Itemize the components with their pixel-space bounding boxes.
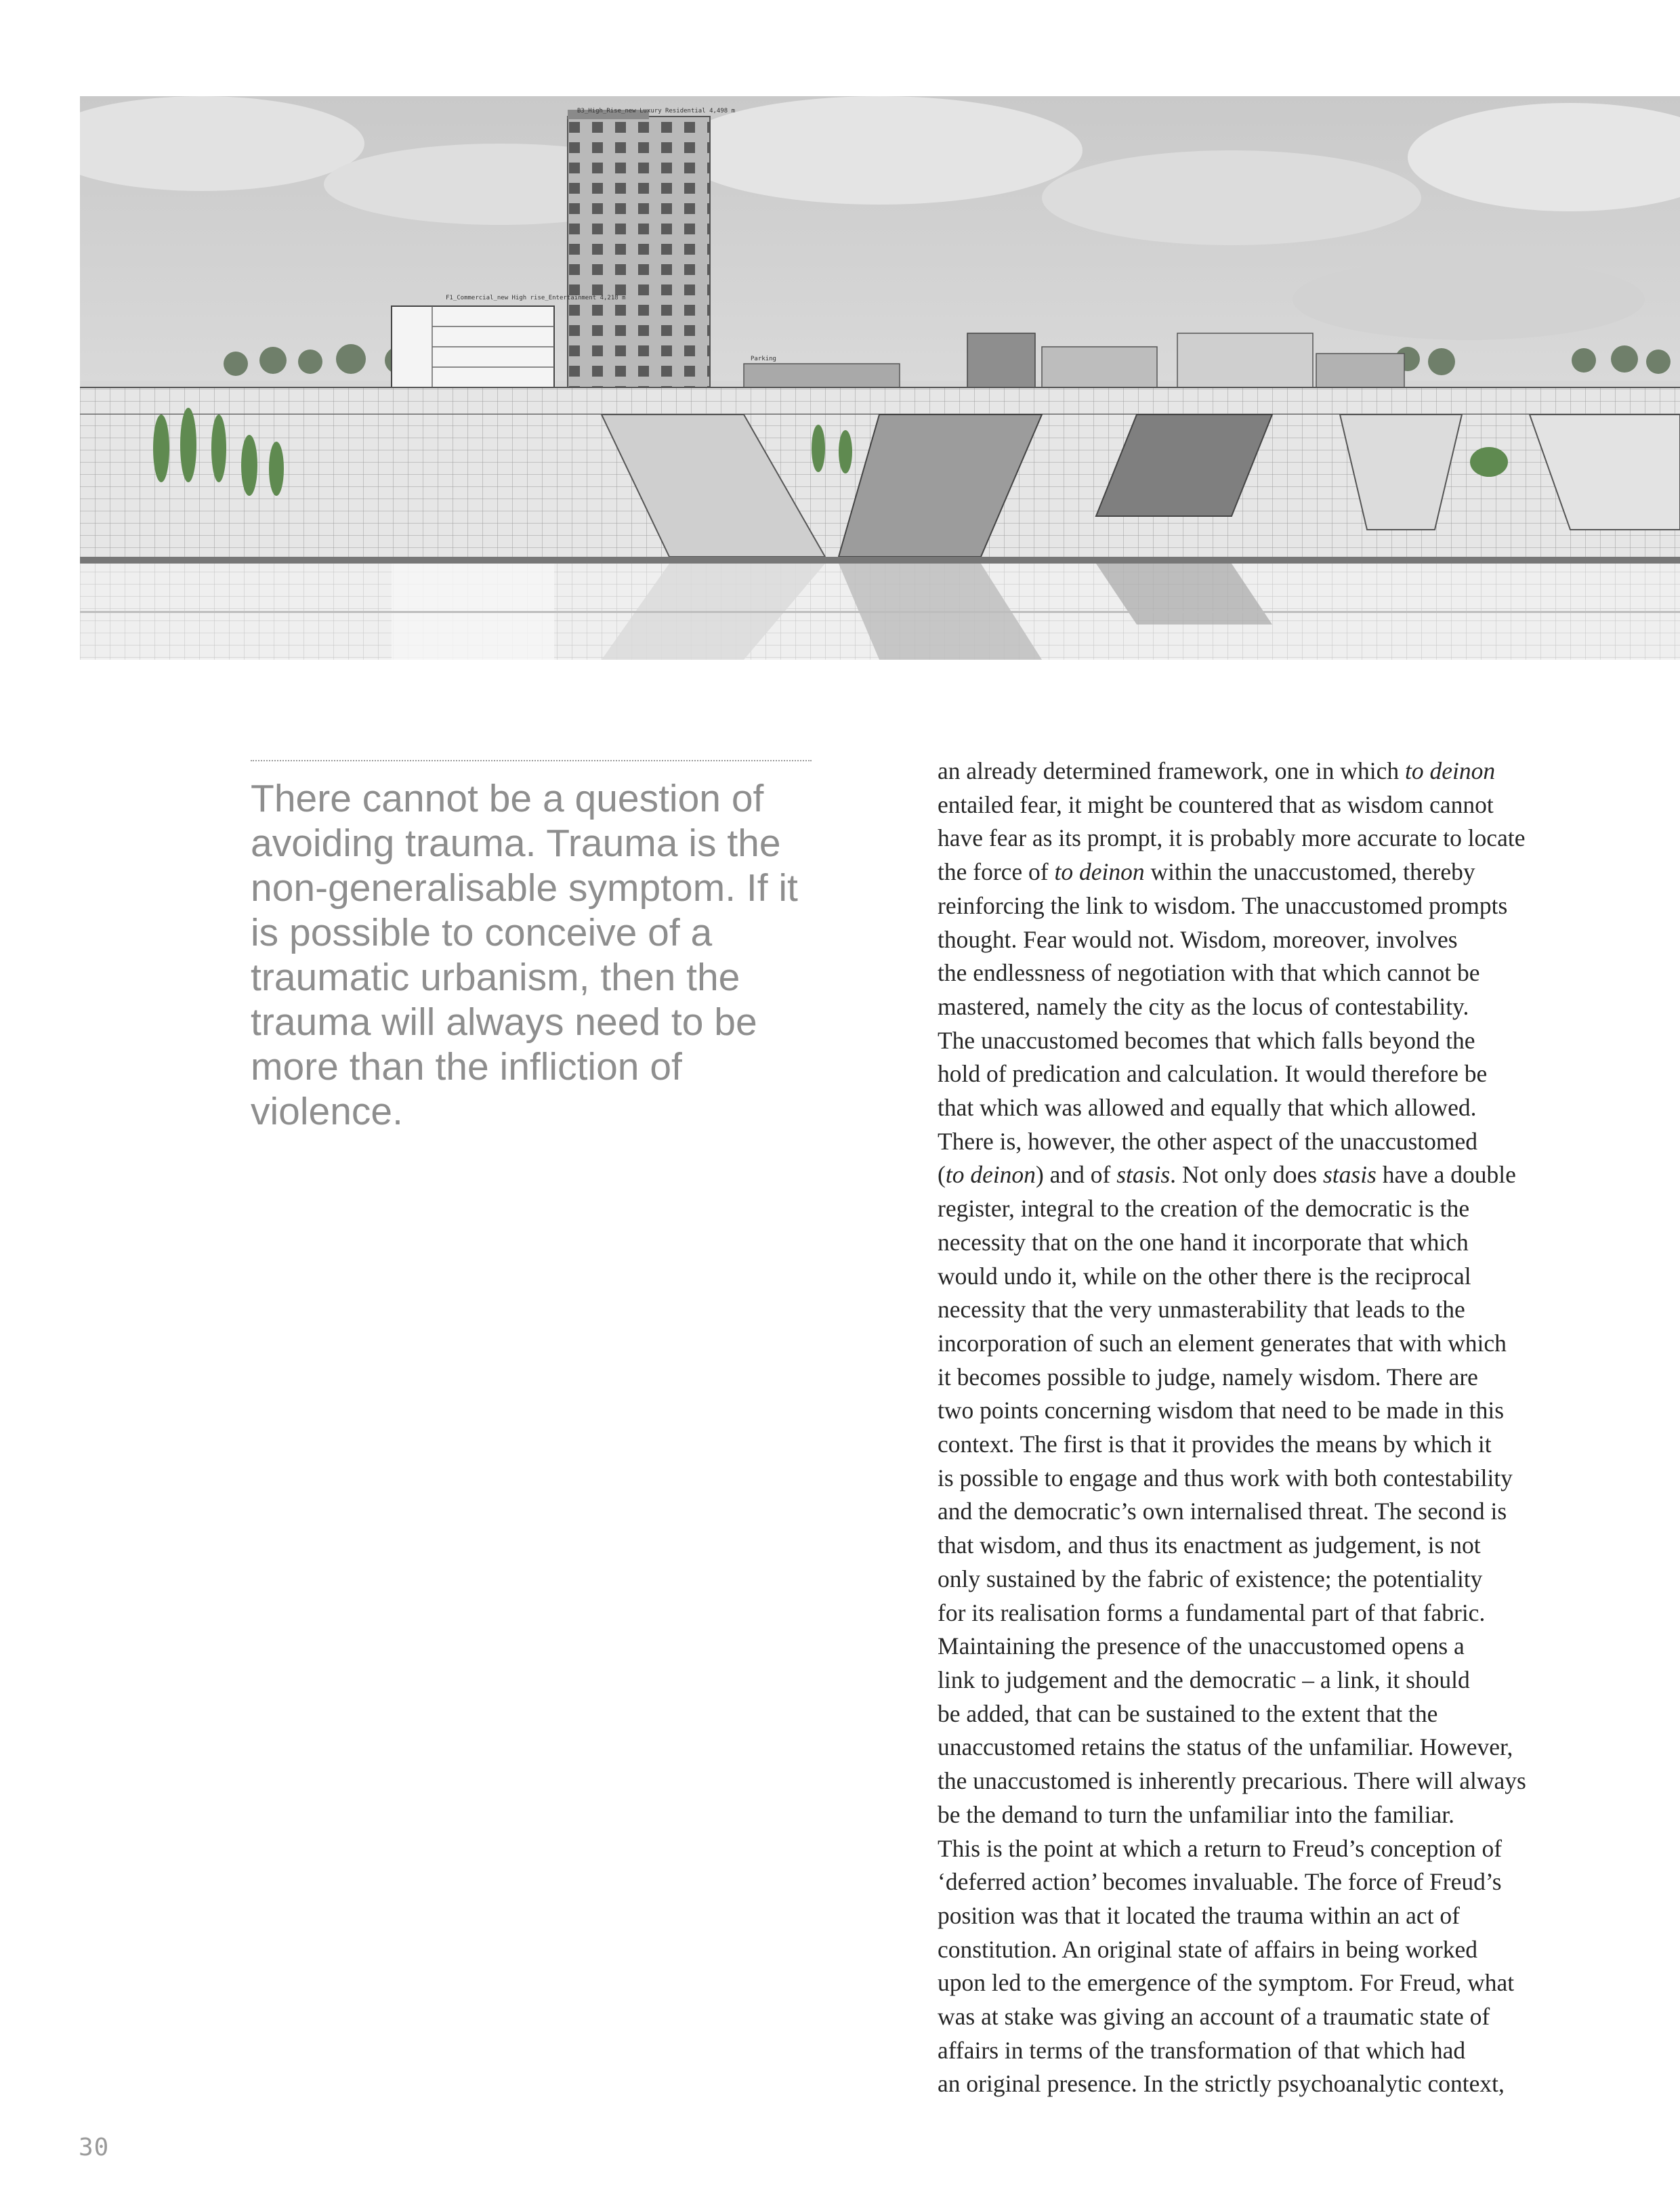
body-line — [938, 1057, 1574, 1091]
block-annotation: F1_Commercial_new High rise_Entertainment 4,218 m — [446, 295, 626, 301]
body-line — [938, 1125, 1574, 1159]
text-run: is possible to engage and thus work with both contestability — [938, 1464, 1513, 1492]
text-run: only sustained by the fabric of existence; the potentiality — [938, 1565, 1483, 1592]
text-run: mastered, namely the city as the locus of contestability. — [938, 992, 1469, 1020]
text-run: This is the point at which a return to Freud’s conception of — [938, 1834, 1503, 1862]
body-line — [938, 2034, 1574, 2068]
text-run: ‘deferred action’ becomes invaluable. The force of Freud’s — [938, 1868, 1502, 1896]
body-line — [938, 990, 1574, 1024]
body-line — [938, 2067, 1574, 2101]
text-run: an already determined framework, one in which — [938, 757, 1405, 784]
italic-term: stasis — [1322, 1161, 1377, 1189]
text-run: Maintaining the presence of the unaccustomed opens a — [938, 1632, 1465, 1660]
body-line — [938, 1966, 1574, 2000]
text-run: affairs in terms of the transformation of that which had — [938, 2036, 1466, 2064]
body-line — [938, 1091, 1574, 1125]
text-run: thought. Fear would not. Wisdom, moreover, involves — [938, 925, 1458, 953]
body-line — [938, 1697, 1574, 1731]
small-annotation: Parking — [751, 356, 776, 362]
body-line — [938, 1495, 1574, 1529]
text-run: entailed fear, it might be countered that as wisdom cannot — [938, 790, 1494, 818]
body-line — [938, 1596, 1574, 1630]
body-line — [938, 1899, 1574, 1933]
text-run: within the unaccustomed, thereby — [1144, 858, 1475, 886]
text-run: upon led to the emergence of the symptom. For Freud, what — [938, 1969, 1515, 1997]
body-line — [938, 1024, 1574, 1058]
body-line — [938, 889, 1574, 923]
text-run: the force of — [938, 858, 1055, 886]
body-line — [938, 1327, 1574, 1361]
text-run: an original presence. In the strictly psychoanalytic context, — [938, 2070, 1505, 2098]
body-line — [938, 1361, 1574, 1395]
urban-section-drawing — [80, 96, 1680, 660]
text-run: it becomes possible to judge, namely wisdom. There are — [938, 1363, 1478, 1391]
text-run: ( — [938, 1161, 946, 1189]
body-line — [938, 1664, 1574, 1697]
body-line — [938, 755, 1574, 788]
body-line — [938, 1529, 1574, 1563]
body-line — [938, 855, 1574, 889]
body-line — [938, 822, 1574, 855]
pull-quote-text: There cannot be a question of avoiding trauma. Trauma is the non-generalisable symptom. If it is possible to conceive of a traumatic urbanism, then the trauma will always need to be more than the infliction of violence. — [251, 777, 798, 1133]
text-run: hold of predication and calculation. It would therefore be — [938, 1060, 1488, 1088]
text-run: There is, however, the other aspect of the unaccustomed — [938, 1127, 1478, 1155]
body-line — [938, 1731, 1574, 1764]
body-text-column — [938, 755, 1574, 2101]
italic-term: to deinon — [1405, 757, 1496, 784]
text-run: and the democratic’s own internalised threat. The second is — [938, 1498, 1507, 1525]
body-line — [938, 1630, 1574, 1664]
text-run: that wisdom, and thus its enactment as judgement, is not — [938, 1531, 1481, 1559]
body-line — [938, 1260, 1574, 1294]
text-run: two points concerning wisdom that need to be made in this — [938, 1397, 1505, 1424]
body-line — [938, 1462, 1574, 1496]
body-line — [938, 1865, 1574, 1899]
body-line — [938, 1832, 1574, 1866]
text-run: that which was allowed and equally that which allowed. — [938, 1094, 1477, 1122]
text-run: link to judgement and the democratic – a link, it should — [938, 1666, 1470, 1693]
text-run: the endlessness of negotiation with that which cannot be — [938, 959, 1480, 987]
page-number: 30 — [79, 2134, 110, 2161]
text-run: be added, that can be sustained to the extent that the — [938, 1699, 1438, 1727]
text-run: would undo it, while on the other there is the reciprocal — [938, 1262, 1471, 1290]
italic-term: to deinon — [945, 1161, 1036, 1189]
text-run: . Not only does — [1170, 1161, 1323, 1189]
body-line — [938, 1293, 1574, 1327]
text-run: have a double — [1376, 1161, 1516, 1189]
text-run: was at stake was giving an account of a traumatic state of — [938, 2003, 1490, 2031]
body-line — [938, 1764, 1574, 1798]
text-run: reinforcing the link to wisdom. The unaccustomed prompts — [938, 891, 1508, 919]
body-line — [938, 1226, 1574, 1260]
body-line — [938, 1158, 1574, 1192]
body-line — [938, 2000, 1574, 2034]
text-run: be the demand to turn the unfamiliar into the familiar. — [938, 1800, 1455, 1828]
italic-term: stasis — [1116, 1161, 1171, 1189]
pull-quote — [251, 760, 812, 1134]
text-run: register, integral to the creation of the democratic is the — [938, 1195, 1470, 1223]
text-run: have fear as its prompt, it is probably more accurate to locate — [938, 824, 1526, 852]
text-run: context. The first is that it provides the means by which it — [938, 1431, 1492, 1458]
text-run: necessity that the very unmasterability that leads to the — [938, 1296, 1465, 1324]
text-run: The unaccustomed becomes that which falls beyond the — [938, 1026, 1475, 1054]
text-run: ) and of — [1035, 1161, 1117, 1189]
text-run: constitution. An original state of affairs in being worked — [938, 1935, 1477, 1963]
tower-annotation: B3_High_Rise_new Luxury Residential 4,498 m — [577, 108, 735, 114]
text-run: the unaccustomed is inherently precarious. There will always — [938, 1767, 1526, 1795]
body-line — [938, 788, 1574, 822]
body-line — [938, 956, 1574, 990]
text-run: incorporation of such an element generates that with which — [938, 1329, 1507, 1357]
body-line — [938, 1394, 1574, 1428]
body-line — [938, 1798, 1574, 1832]
text-run: for its realisation forms a fundamental part of that fabric. — [938, 1599, 1486, 1626]
body-line — [938, 1563, 1574, 1596]
italic-term: to deinon — [1054, 858, 1145, 886]
text-run: necessity that on the one hand it incorporate that which — [938, 1228, 1469, 1256]
body-line — [938, 1933, 1574, 1967]
body-line — [938, 1428, 1574, 1462]
body-line — [938, 923, 1574, 957]
text-run: position was that it located the trauma within an act of — [938, 1901, 1460, 1929]
body-line — [938, 1192, 1574, 1226]
text-run: unaccustomed retains the status of the unfamiliar. However, — [938, 1733, 1513, 1761]
